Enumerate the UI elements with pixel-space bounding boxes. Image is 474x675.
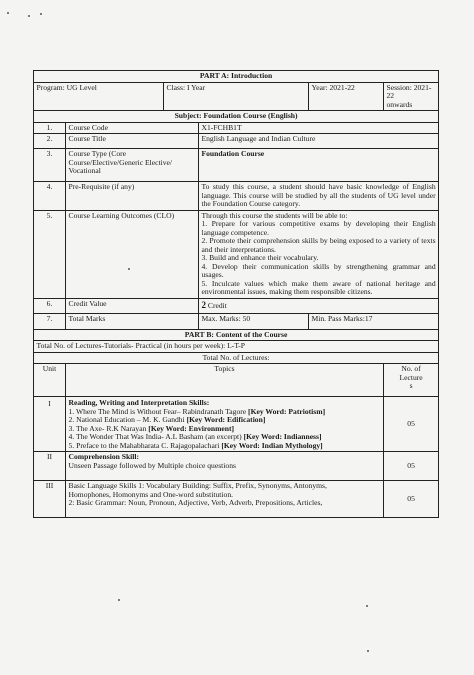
class-cell: Class: I Year: [164, 82, 309, 111]
row-label: Course Type (Core Course/Elective/Generic Elective/ Vocational: [66, 149, 199, 182]
subject-heading: Subject: Foundation Course (English): [34, 111, 439, 123]
row-number: 2.: [34, 134, 66, 149]
row-value: To study this course, a student should have basic knowledge of English language. This course will be studied by all the students of UG level under the Foundation Course category.: [199, 182, 439, 211]
session-cell: Session: 2021-22 onwards: [384, 82, 439, 111]
marks-row: [34, 313, 439, 329]
course-code-row: [34, 122, 439, 134]
unit-row: [34, 481, 439, 518]
row-label: Course Learning Outcomes (CLO): [66, 210, 199, 298]
row-value: Foundation Course: [199, 149, 439, 182]
course-title-row: [34, 134, 439, 149]
part-a-heading-row: [34, 71, 439, 83]
clo-item: 3. Build and enhance their vocabulary.: [201, 253, 319, 262]
unit-number: I: [34, 397, 66, 452]
total-lectures-row: [34, 352, 439, 364]
part-b-heading: PART B: Content of the Course: [34, 329, 439, 341]
syllabus-table: [33, 70, 439, 518]
topic-item: Basic Language Skills 1: Vocabulary Building: Suffix, Prefix, Synonyms, Antonyms,: [68, 481, 327, 490]
col-topics-header: Topics: [66, 364, 384, 397]
min-pass-marks: Min. Pass Marks:17: [309, 313, 439, 329]
course-type-row: [34, 149, 439, 182]
lectures-line: Total No. of Lectures-Tutorials- Practical (in hours per week): L-T-P: [34, 341, 439, 353]
row-number: 6.: [34, 298, 66, 313]
col-unit-header: Unit: [34, 364, 66, 397]
program-cell: Program: UG Level: [34, 82, 164, 111]
unit-title: Comprehension Skill:: [68, 452, 140, 461]
clo-row: [34, 210, 439, 298]
credit-row: [34, 298, 439, 313]
clo-intro: Through this course the students will be able to:: [201, 210, 348, 220]
lectures-line-row: [34, 341, 439, 353]
row-label: Total Marks: [66, 313, 199, 329]
unit-lectures: 05: [384, 397, 439, 452]
total-lectures: Total No. of Lectures:: [34, 352, 439, 364]
row-label: Credit Value: [66, 298, 199, 313]
unit-topics: [66, 452, 384, 481]
row-number: 5.: [34, 210, 66, 298]
row-number: 1.: [34, 122, 66, 134]
topic-item: Unseen Passage followed by Multiple choice questions: [68, 460, 236, 470]
credit-value: 2 Credit: [199, 298, 439, 313]
row-number: 7.: [34, 313, 66, 329]
topic-item: Homophones, Homonyms and One-word substitution.: [68, 489, 234, 499]
row-label: Course Title: [66, 134, 199, 149]
part-a-heading: PART A: Introduction: [34, 71, 439, 83]
clo-item: 1. Prepare for various competitive exams by developing their English language competence.: [201, 219, 436, 237]
unit-lectures: 05: [384, 481, 439, 518]
row-value: English Language and Indian Culture: [199, 134, 439, 149]
row-number: 3.: [34, 149, 66, 182]
clo-content: [199, 210, 439, 298]
year-cell: Year: 2021-22: [309, 82, 384, 111]
row-label: Course Code: [66, 122, 199, 134]
program-row: [34, 82, 439, 111]
max-marks: Max. Marks: 50: [199, 313, 309, 329]
unit-number: II: [34, 452, 66, 481]
clo-item: 5. Inculcate values which make them aware of national heritage and environmental issues, making them responsible citizens.: [201, 278, 436, 296]
row-label: Pre-Requisite (if any): [66, 182, 199, 211]
subject-row: [34, 111, 439, 123]
topic-item: 1. Where The Mind is Without Fear– Rabindranath Tagore [Key Word: Patriotism]: [68, 406, 326, 416]
col-lectures-header: No. of Lecture s: [384, 364, 439, 397]
clo-item: 4. Develop their communication skills by strengthening grammar and usages.: [201, 261, 436, 279]
row-number: 4.: [34, 182, 66, 211]
unit-row: [34, 397, 439, 452]
topic-item: 2: Basic Grammar: Noun, Pronoun, Adjective, Verb, Adverb, Prepositions, Articles,: [68, 498, 323, 507]
clo-item: 2. Promote their comprehension skills by being exposed to a variety of texts and their interpretations.: [201, 236, 436, 254]
unit-topics: [66, 481, 384, 518]
topic-item: 2. National Education – M. K. Gandhi [Key Word: Edification]: [68, 415, 266, 424]
part-b-heading-row: [34, 329, 439, 341]
unit-number: III: [34, 481, 66, 518]
topics-header-row: [34, 364, 439, 397]
unit-lectures: 05: [384, 452, 439, 481]
topic-item: 5. Preface to the Mahabharata C. Rajagopalachari [Key Word: Indian Mythology]: [68, 440, 323, 450]
unit-row: [34, 452, 439, 481]
row-value: X1-FCHB1T: [199, 122, 439, 134]
prerequisite-row: [34, 182, 439, 211]
unit-topics: [66, 397, 384, 452]
topic-item: 4. The Wonder That Was India- A.L Basham (an excerpt) [Key Word: Indianness]: [68, 432, 322, 441]
unit-title: Reading, Writing and Interpretation Skills:: [68, 398, 210, 407]
topic-item: 3. The Axe- R.K Narayan [Key Word: Environment]: [68, 423, 235, 433]
